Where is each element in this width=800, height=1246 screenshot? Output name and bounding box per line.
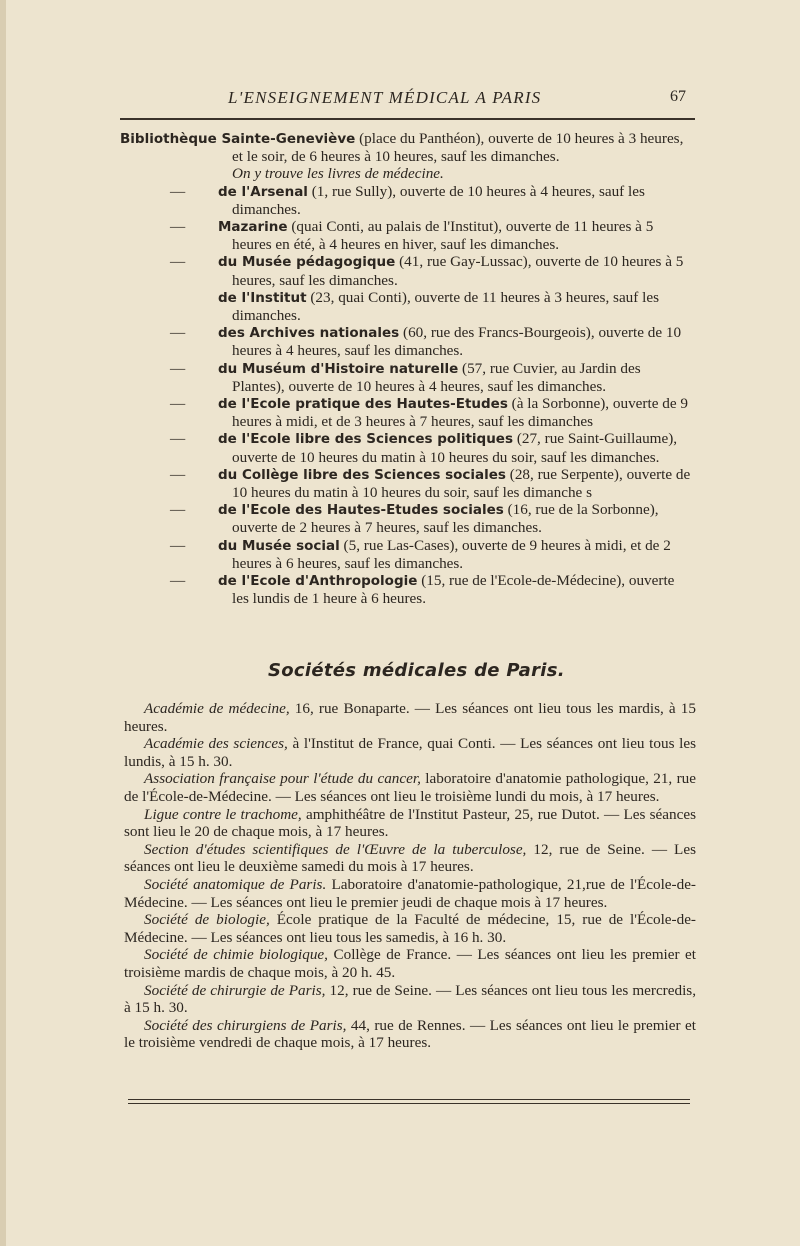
society-entry — [124, 841, 696, 876]
society-text: 44, rue de Rennes. — Les séances ont lieu le premier et le troisième vendredi de chaque mois, à 17 heures. — [124, 1016, 696, 1052]
library-name: de l'Ecole libre des Sciences politiques — [218, 431, 514, 448]
society-name: Société anatomique de Paris. — [144, 875, 327, 893]
library-name: de l'Ecole d'Anthropologie — [218, 573, 418, 590]
ditto-dash: — — [170, 572, 186, 590]
society-text: 16, rue Bonaparte. — Les séances ont lieu tous les mardis, à 15 heures. — [124, 700, 696, 735]
library-entry — [120, 218, 695, 253]
society-entry — [124, 1017, 696, 1052]
ditto-dash: — — [170, 395, 186, 413]
section-title: Sociétés médicales de Paris. — [268, 660, 565, 681]
library-name: de l'Arsenal — [218, 183, 308, 200]
society-name: Ligue contre le trachome, — [144, 805, 302, 823]
library-entry — [120, 395, 695, 430]
society-name: Société de chirurgie de Paris, — [144, 981, 326, 999]
ditto-dash: — — [170, 182, 186, 200]
library-name: du Musée pédagogique — [218, 254, 396, 271]
ditto-dash: — — [170, 430, 186, 448]
society-entry — [124, 911, 696, 946]
society-name: Section d'études scientifiques de l'Œuvre de la tuberculose, — [144, 840, 527, 858]
library-text: (23, quai Conti), ouverte de 11 heures à 3 heures, sauf les dimanches. — [232, 288, 660, 325]
library-note: On y trouve les livres de médecine. — [232, 165, 444, 183]
ditto-dash: — — [170, 324, 186, 342]
society-name: Académie des sciences, — [144, 735, 288, 753]
society-entry — [124, 982, 696, 1017]
society-name: Société de chimie biologique, — [144, 946, 328, 964]
library-entry — [120, 572, 695, 607]
society-name: Société des chirurgiens de Paris, — [144, 1016, 347, 1034]
library-name: Mazarine — [218, 219, 288, 236]
society-name: Académie de médecine, — [144, 700, 290, 717]
library-text: (15, rue de l'Ecole-de-Médecine), ouverte les lundis de 1 heure à 6 heures. — [232, 572, 675, 608]
ditto-dash: — — [170, 536, 186, 554]
library-entry — [120, 253, 695, 288]
page-number: 67 — [670, 88, 686, 105]
library-text: (60, rue des Francs-Bourgeois), ouverte de 10 heures à 4 heures, sauf les dimanches. — [232, 324, 682, 360]
society-text: à l'Institut de France, quai Conti. — Les séances ont lieu tous les lundis, à 15 h. 30. — [124, 735, 697, 770]
society-entry — [124, 770, 696, 805]
society-name: Société de biologie, — [144, 911, 270, 929]
library-text: (27, rue Saint-Guillaume), ouverte de 10 heures du matin à 10 heures du soir, sauf les dimanches. — [232, 430, 678, 466]
ditto-dash: — — [170, 501, 186, 519]
library-text: (57, rue Cuvier, au Jardin des Plantes), ouverte de 10 heures à 4 heures, sauf les dimanches. — [232, 359, 641, 395]
ditto-dash: — — [170, 465, 186, 483]
society-text: laboratoire d'anatomie pathologique, 21, rue de l'École-de-Médecine. — Les séances ont lieu le troisième lundi du mois, à 17 heures. — [124, 770, 696, 805]
society-entry — [124, 700, 696, 735]
library-name: du Musée social — [218, 537, 340, 554]
header-rule — [120, 118, 695, 120]
library-text: (28, rue Serpente), ouverte de 10 heures du matin à 10 heures du soir, sauf les dimanche s — [232, 465, 691, 502]
society-text: 12, rue de Seine. — Les séances ont lieu le deuxième samedi du mois à 17 heures. — [124, 840, 696, 876]
footer-rule — [128, 1103, 690, 1104]
ditto-dash: — — [170, 253, 186, 271]
library-entry — [120, 430, 695, 465]
library-entry — [120, 466, 695, 501]
library-text: (place du Panthéon), ouverte de 10 heures à 3 heures, et le soir, de 6 heures à 10 heures, sauf les dimanches. — [232, 130, 684, 166]
library-entry — [120, 360, 695, 395]
society-text: amphithéâtre de l'Institut Pasteur, 25, rue Dutot. — Les séances sont lieu le 20 de chaque mois, à 17 heures. — [124, 805, 697, 841]
library-entry — [120, 130, 695, 165]
library-items — [120, 183, 695, 608]
library-entry — [120, 501, 695, 536]
society-entry — [124, 946, 696, 981]
footer-rule — [128, 1099, 690, 1100]
library-name: des Archives nationales — [218, 325, 400, 342]
library-entry — [120, 289, 695, 324]
libraries-list — [120, 130, 695, 607]
page-edge — [0, 0, 6, 1246]
library-entry — [120, 324, 695, 359]
library-text: (5, rue Las-Cases), ouverte de 9 heures à midi, et de 2 heures à 6 heures, sauf les dimanches. — [232, 536, 671, 572]
library-name: Bibliothèque Sainte-Geneviève — [120, 131, 356, 147]
library-name: du Muséum d'Histoire naturelle — [218, 360, 459, 377]
society-entry — [124, 735, 696, 770]
societies-list — [124, 700, 696, 1052]
ditto-dash: — — [170, 218, 186, 236]
library-entry — [120, 537, 695, 572]
society-text: École pratique de la Faculté de médecine, 15, rue de l'École-de-Médecine. — Les séances ont lieu tous les samedis, à 16 h. 30. — [124, 911, 696, 946]
library-text: (à la Sorbonne), ouverte de 9 heures à midi, et de 3 heures à 7 heures, sauf les dimanches — [232, 395, 688, 431]
library-name: de l'Institut — [218, 289, 307, 306]
library-name: du Collège libre des Sciences sociales — [218, 466, 506, 483]
library-text: (41, rue Gay-Lussac), ouverte de 10 heures à 5 heures, sauf les dimanches. — [232, 253, 684, 289]
society-entry — [124, 806, 696, 841]
library-text: (quai Conti, au palais de l'Institut), ouverte de 11 heures à 5 heures en été, à 4 heures en hiver, sauf les dimanches. — [232, 218, 654, 254]
library-entry — [120, 183, 695, 218]
society-text: 12, rue de Seine. — Les séances ont lieu tous les mercredis, à 15 h. 30. — [124, 981, 696, 1017]
society-entry — [124, 876, 696, 911]
ditto-dash: — — [170, 359, 186, 377]
library-name: de l'Ecole des Hautes-Etudes sociales — [218, 502, 504, 519]
running-title: L'ENSEIGNEMENT MÉDICAL A PARIS — [228, 88, 542, 107]
society-name: Association française pour l'étude du cancer, — [144, 770, 421, 788]
running-header — [118, 88, 696, 110]
society-text: Collège de France. — Les séances ont lieu les premier et troisième mardis de chaque mois, à 20 h. 45. — [124, 946, 697, 981]
library-text: (1, rue Sully), ouverte de 10 heures à 4 heures, sauf les dimanches. — [232, 182, 645, 218]
society-text: Laboratoire d'anatomie-pathologique, 21,rue de l'École-de-Médecine. — Les séances ont lieu le premier jeudi de chaque mois à 17 heures. — [124, 875, 696, 911]
library-text: (16, rue de la Sorbonne), ouverte de 2 heures à 7 heures, sauf les dimanches. — [232, 501, 659, 537]
library-name: de l'Ecole pratique des Hautes-Etudes — [218, 396, 508, 413]
